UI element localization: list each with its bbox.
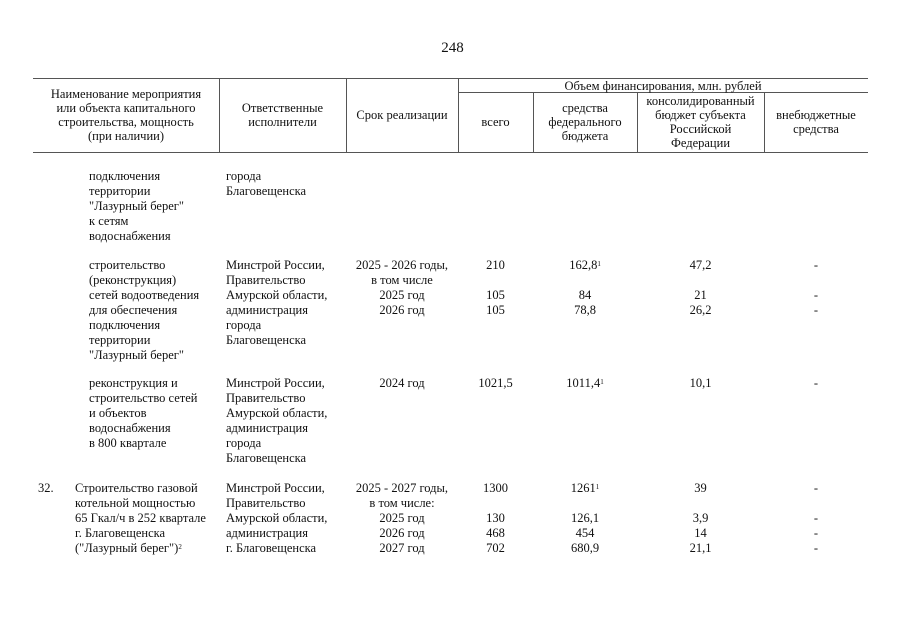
row-period: 2025 - 2027 годы, в том числе: 2025 год 2026 год 2027 год xyxy=(355,481,449,555)
row-period: 2024 год xyxy=(379,376,425,390)
row-extra: - - - xyxy=(813,258,819,317)
row-responsible: Минстрой России, Правительство Амурской области, администрация города Благовещенска xyxy=(226,258,328,347)
row-name: подключения территории "Лазурный берег" к сетям водоснабжения xyxy=(89,169,184,243)
row-number: 32. xyxy=(38,481,54,495)
footnote-mark: 1 xyxy=(595,483,600,491)
header-federal: средства федерального бюджета xyxy=(548,101,622,143)
header-bottom-rule xyxy=(33,152,868,153)
row-regional: 47,2 21 26,2 xyxy=(689,258,712,317)
header-period: Срок реализации xyxy=(356,108,448,122)
row-regional: 10,1 xyxy=(689,376,712,390)
row-extra: - - - - xyxy=(813,481,819,555)
row-responsible: Минстрой России, Правительство Амурской области, администрация города Благовещенска xyxy=(226,376,328,465)
header-financing-group: Объем финансирования, млн. рублей xyxy=(564,79,762,93)
footnote-mark: 1 xyxy=(597,260,601,268)
row-name: Строительство газовой котельной мощностью 65 Гкал/ч в 252 квартале г. Благовещенска ("Лазурный берег")$^2$ xyxy=(75,481,206,555)
row-total: 210 105 105 xyxy=(486,258,505,317)
row-total: 1021,5 xyxy=(478,376,513,390)
footnote-mark: 1 xyxy=(600,378,604,386)
header-extra: внебюджетные средства xyxy=(776,108,856,136)
row-federal: 1261$^1$ 126,1 454 680,9 xyxy=(570,481,600,555)
row-responsible: города Благовещенска xyxy=(226,169,307,198)
row-total: 1300 130 468 702 xyxy=(483,481,508,555)
row-name: реконструкция и строительство сетей и объектов водоснабжения в 800 квартале xyxy=(89,376,198,450)
page-number: 248 xyxy=(441,40,464,56)
header-responsible: Ответственные исполнители xyxy=(241,101,324,129)
footnote-mark: 2 xyxy=(178,543,182,551)
row-period: 2025 - 2026 годы, в том числе 2025 год 2026 год xyxy=(355,258,449,317)
row-name: строительство (реконструкция) сетей водоотведения для обеспечения подключения территории "Лазурный берег" xyxy=(89,258,200,362)
header-name: Наименование мероприятия или объекта капитального строительства, мощность (при наличии) xyxy=(50,87,202,143)
row-extra: - xyxy=(813,376,819,390)
header-total: всего xyxy=(481,115,510,129)
row-federal: 1011,4$^1$ xyxy=(566,376,604,390)
header-regional: консолидированный бюджет субъекта Российской Федерации xyxy=(646,94,755,150)
row-regional: 39 3,9 14 21,1 xyxy=(689,481,712,555)
row-responsible: Минстрой России, Правительство Амурской области, администрация г. Благовещенска xyxy=(226,481,328,555)
row-federal: 162,8$^1$ 84 78,8 xyxy=(569,258,601,317)
